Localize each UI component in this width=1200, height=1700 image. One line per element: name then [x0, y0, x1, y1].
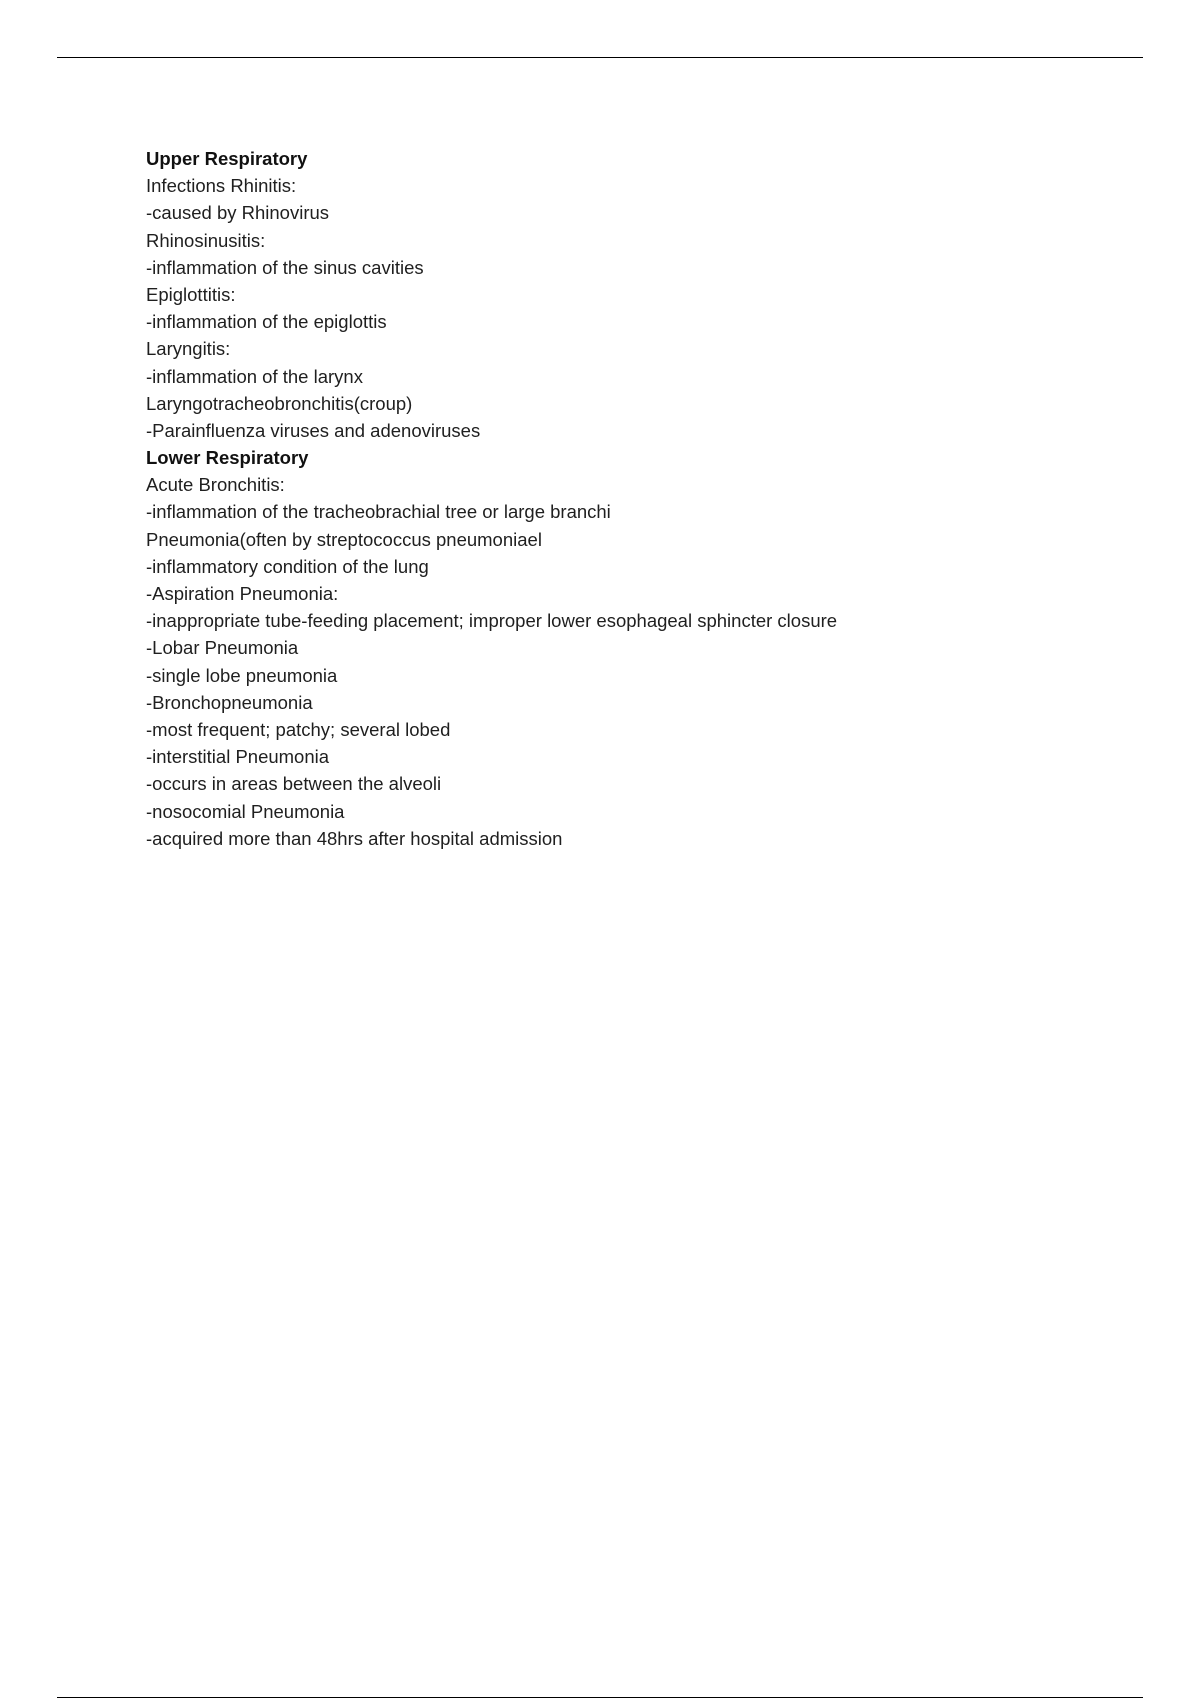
footer-rule	[57, 1697, 1143, 1698]
doc-line: Laryngitis:	[146, 338, 231, 360]
doc-line: -most frequent; patchy; several lobed	[146, 718, 451, 740]
doc-line: -inflammation of the sinus cavities	[146, 256, 424, 278]
doc-line: -Bronchopneumonia	[146, 691, 313, 713]
doc-line: Rhinosinusitis:	[146, 229, 266, 251]
doc-line: -inflammation of the tracheobrachial tree or large branchi	[146, 501, 611, 523]
header-rule	[57, 57, 1143, 58]
doc-line: -inflammation of the epiglottis	[146, 311, 387, 333]
doc-line: Acute Bronchitis:	[146, 474, 285, 496]
doc-line: -Parainfluenza viruses and adenoviruses	[146, 419, 481, 441]
section-heading: Upper Respiratory	[146, 148, 308, 169]
doc-line: Laryngotracheobronchitis(croup)	[146, 392, 413, 414]
doc-line: -inappropriate tube-feeding placement; improper lower esophageal sphincter closure	[146, 610, 838, 632]
doc-line: -inflammation of the larynx	[146, 365, 363, 387]
doc-line: -Aspiration Pneumonia:	[146, 583, 339, 604]
doc-line: -caused by Rhinovirus	[146, 202, 330, 224]
doc-line: -interstitial Pneumonia	[146, 746, 330, 768]
doc-line: -acquired more than 48hrs after hospital admission	[146, 827, 563, 849]
doc-line: -occurs in areas between the alveoli	[146, 773, 442, 795]
section-heading: Lower Respiratory	[146, 447, 309, 469]
doc-line: -Lobar Pneumonia	[146, 637, 299, 659]
doc-line: -inflammatory condition of the lung	[146, 555, 429, 577]
doc-line: Infections Rhinitis:	[146, 175, 297, 197]
document-body	[146, 145, 1126, 852]
doc-line: Pneumonia(often by streptococcus pneumoniael	[146, 528, 542, 550]
doc-line: -single lobe pneumonia	[146, 664, 338, 686]
doc-line: Epiglottitis:	[146, 283, 236, 305]
doc-line: -nosocomial Pneumonia	[146, 800, 345, 822]
